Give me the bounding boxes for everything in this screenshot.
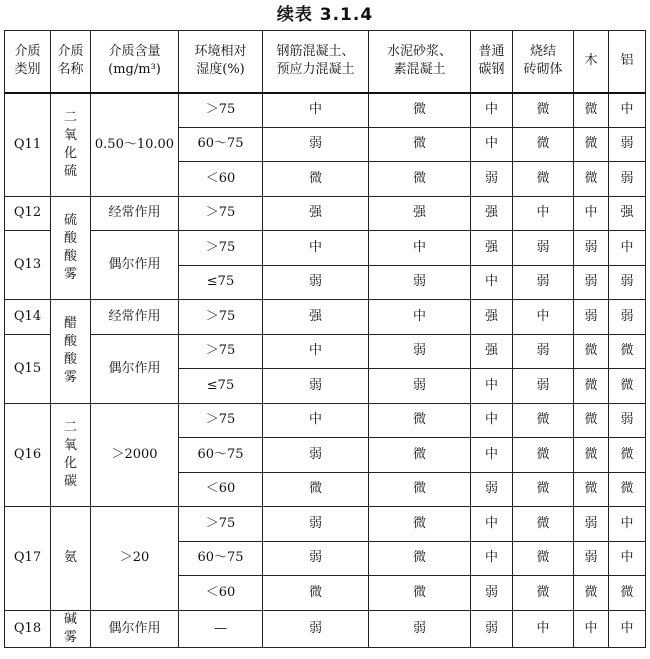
grade-cell: 弱 [369, 369, 471, 404]
humidity-cell: ＞75 [179, 93, 263, 128]
grade-cell: 弱 [471, 162, 513, 197]
humidity-cell: ＞75 [179, 507, 263, 542]
corrosion-table [4, 30, 646, 648]
grade-cell: 弱 [574, 300, 609, 335]
medium-content-cell: 经常作用 [91, 300, 179, 335]
grade-cell: 微 [574, 472, 609, 507]
medium-content-cell: 偶尔作用 [91, 334, 179, 403]
grade-cell: 微 [609, 334, 646, 369]
grade-cell: 微 [369, 438, 471, 473]
grade-cell: 微 [574, 438, 609, 473]
medium-category-cell: Q12 [5, 196, 51, 231]
medium-name-cell: 二 氧 化 碳 [51, 403, 91, 507]
table-row [5, 196, 646, 231]
humidity-cell: ＞75 [179, 403, 263, 438]
grade-cell: 弱 [609, 403, 646, 438]
humidity-cell: ≤75 [179, 369, 263, 404]
medium-name-cell: 氨 [51, 507, 91, 611]
grade-cell: 中 [471, 369, 513, 404]
grade-cell: 微 [513, 472, 574, 507]
medium-name-cell: 二 氧 化 硫 [51, 93, 91, 197]
medium-content-cell: 偶尔作用 [91, 610, 179, 647]
grade-cell: 弱 [471, 610, 513, 647]
header-cell: 水泥砂浆、 素混凝土 [369, 31, 471, 93]
grade-cell: 中 [609, 93, 646, 128]
header-cell: 环境相对 湿度(%) [179, 31, 263, 93]
grade-cell: 中 [574, 610, 609, 647]
grade-cell: 微 [609, 472, 646, 507]
grade-cell: 弱 [263, 369, 369, 404]
grade-cell: 中 [369, 231, 471, 266]
header-cell: 钢筋混凝土、 预应力混凝土 [263, 31, 369, 93]
grade-cell: 弱 [609, 300, 646, 335]
grade-cell: 中 [609, 507, 646, 542]
grade-cell: 微 [574, 162, 609, 197]
grade-cell: 微 [513, 576, 574, 611]
grade-cell: 中 [609, 541, 646, 576]
header-row [5, 31, 646, 93]
grade-cell: 微 [574, 334, 609, 369]
grade-cell: 微 [513, 403, 574, 438]
grade-cell: 弱 [609, 162, 646, 197]
header-cell: 木 [574, 31, 609, 93]
grade-cell: 弱 [609, 127, 646, 162]
grade-cell: 弱 [369, 610, 471, 647]
grade-cell: 微 [513, 438, 574, 473]
grade-cell: 弱 [513, 231, 574, 266]
medium-category-cell: Q16 [5, 403, 51, 507]
header-cell: 烧结 砖砌体 [513, 31, 574, 93]
grade-cell: 弱 [471, 472, 513, 507]
grade-cell: 弱 [263, 265, 369, 300]
grade-cell: 中 [574, 196, 609, 231]
table-row [5, 300, 646, 335]
grade-cell: 微 [513, 162, 574, 197]
table-row [5, 507, 646, 542]
medium-content-cell: 经常作用 [91, 196, 179, 231]
header-cell: 介质含量 (mg/m³) [91, 31, 179, 93]
medium-name-cell: 碱 雾 [51, 610, 91, 647]
grade-cell: 中 [263, 334, 369, 369]
header-cell: 介质 类别 [5, 31, 51, 93]
grade-cell: 中 [471, 93, 513, 128]
grade-cell: 强 [471, 300, 513, 335]
grade-cell: 弱 [574, 231, 609, 266]
header-cell: 铝 [609, 31, 646, 93]
table-row [5, 334, 646, 369]
grade-cell: 强 [471, 196, 513, 231]
grade-cell: 微 [574, 576, 609, 611]
humidity-cell: ＞75 [179, 300, 263, 335]
grade-cell: 弱 [513, 334, 574, 369]
table-row [5, 231, 646, 266]
table-title: 续表 3.1.4 [276, 5, 374, 25]
grade-cell: 弱 [574, 265, 609, 300]
grade-cell: 微 [574, 403, 609, 438]
grade-cell: 强 [609, 196, 646, 231]
grade-cell: 弱 [263, 127, 369, 162]
grade-cell: 微 [369, 576, 471, 611]
grade-cell: 中 [263, 93, 369, 128]
grade-cell: 中 [471, 507, 513, 542]
header-cell: 介质 名称 [51, 31, 91, 93]
grade-cell: 弱 [263, 610, 369, 647]
header-cell: 普通 碳钢 [471, 31, 513, 93]
grade-cell: 微 [574, 93, 609, 128]
grade-cell: 微 [369, 162, 471, 197]
grade-cell: 中 [471, 541, 513, 576]
medium-content-cell: 0.50～10.00 [91, 93, 179, 197]
medium-category-cell: Q11 [5, 93, 51, 197]
grade-cell: 弱 [263, 438, 369, 473]
grade-cell: 弱 [574, 507, 609, 542]
humidity-cell: ＞75 [179, 231, 263, 266]
grade-cell: 强 [369, 196, 471, 231]
grade-cell: 强 [471, 231, 513, 266]
grade-cell: 强 [263, 196, 369, 231]
humidity-cell: 60～75 [179, 127, 263, 162]
grade-cell: 微 [263, 576, 369, 611]
grade-cell: 微 [513, 93, 574, 128]
humidity-cell: ＜60 [179, 472, 263, 507]
grade-cell: 弱 [263, 541, 369, 576]
grade-cell: 微 [513, 127, 574, 162]
humidity-cell: 60～75 [179, 541, 263, 576]
grade-cell: 微 [369, 127, 471, 162]
grade-cell: 中 [609, 610, 646, 647]
medium-name-cell: 醋 酸 酸 雾 [51, 300, 91, 404]
medium-category-cell: Q18 [5, 610, 51, 647]
grade-cell: 弱 [574, 541, 609, 576]
grade-cell: 中 [471, 265, 513, 300]
humidity-cell: — [179, 610, 263, 647]
grade-cell: 微 [369, 403, 471, 438]
grade-cell: 微 [263, 472, 369, 507]
grade-cell: 微 [574, 127, 609, 162]
humidity-cell: ＜60 [179, 162, 263, 197]
humidity-cell: ＞75 [179, 334, 263, 369]
grade-cell: 弱 [513, 369, 574, 404]
medium-category-cell: Q14 [5, 300, 51, 335]
grade-cell: 中 [471, 403, 513, 438]
medium-content-cell: ＞20 [91, 507, 179, 611]
grade-cell: 微 [513, 507, 574, 542]
grade-cell: 中 [471, 127, 513, 162]
grade-cell: 弱 [263, 507, 369, 542]
medium-content-cell: ＞2000 [91, 403, 179, 507]
grade-cell: 微 [609, 438, 646, 473]
humidity-cell: 60～75 [179, 438, 263, 473]
grade-cell: 中 [513, 300, 574, 335]
medium-content-cell: 偶尔作用 [91, 231, 179, 300]
grade-cell: 中 [369, 300, 471, 335]
grade-cell: 强 [471, 334, 513, 369]
medium-name-cell: 硫 酸 酸 雾 [51, 196, 91, 300]
grade-cell: 微 [369, 507, 471, 542]
grade-cell: 弱 [471, 576, 513, 611]
grade-cell: 中 [609, 231, 646, 266]
grade-cell: 微 [369, 472, 471, 507]
grade-cell: 微 [574, 369, 609, 404]
humidity-cell: ≤75 [179, 265, 263, 300]
grade-cell: 中 [471, 438, 513, 473]
table-row [5, 610, 646, 647]
grade-cell: 中 [263, 403, 369, 438]
grade-cell: 强 [263, 300, 369, 335]
grade-cell: 中 [513, 610, 574, 647]
grade-cell: 弱 [609, 265, 646, 300]
grade-cell: 中 [263, 231, 369, 266]
grade-cell: 微 [609, 369, 646, 404]
grade-cell: 微 [263, 162, 369, 197]
grade-cell: 弱 [369, 334, 471, 369]
table-row [5, 403, 646, 438]
humidity-cell: ＜60 [179, 576, 263, 611]
grade-cell: 微 [513, 541, 574, 576]
medium-category-cell: Q15 [5, 334, 51, 403]
table-body [5, 93, 646, 648]
grade-cell: 弱 [513, 265, 574, 300]
grade-cell: 微 [369, 93, 471, 128]
grade-cell: 中 [513, 196, 574, 231]
medium-category-cell: Q17 [5, 507, 51, 611]
humidity-cell: ＞75 [179, 196, 263, 231]
grade-cell: 微 [369, 541, 471, 576]
grade-cell: 微 [609, 576, 646, 611]
grade-cell: 弱 [369, 265, 471, 300]
medium-category-cell: Q13 [5, 231, 51, 300]
table-row [5, 93, 646, 128]
